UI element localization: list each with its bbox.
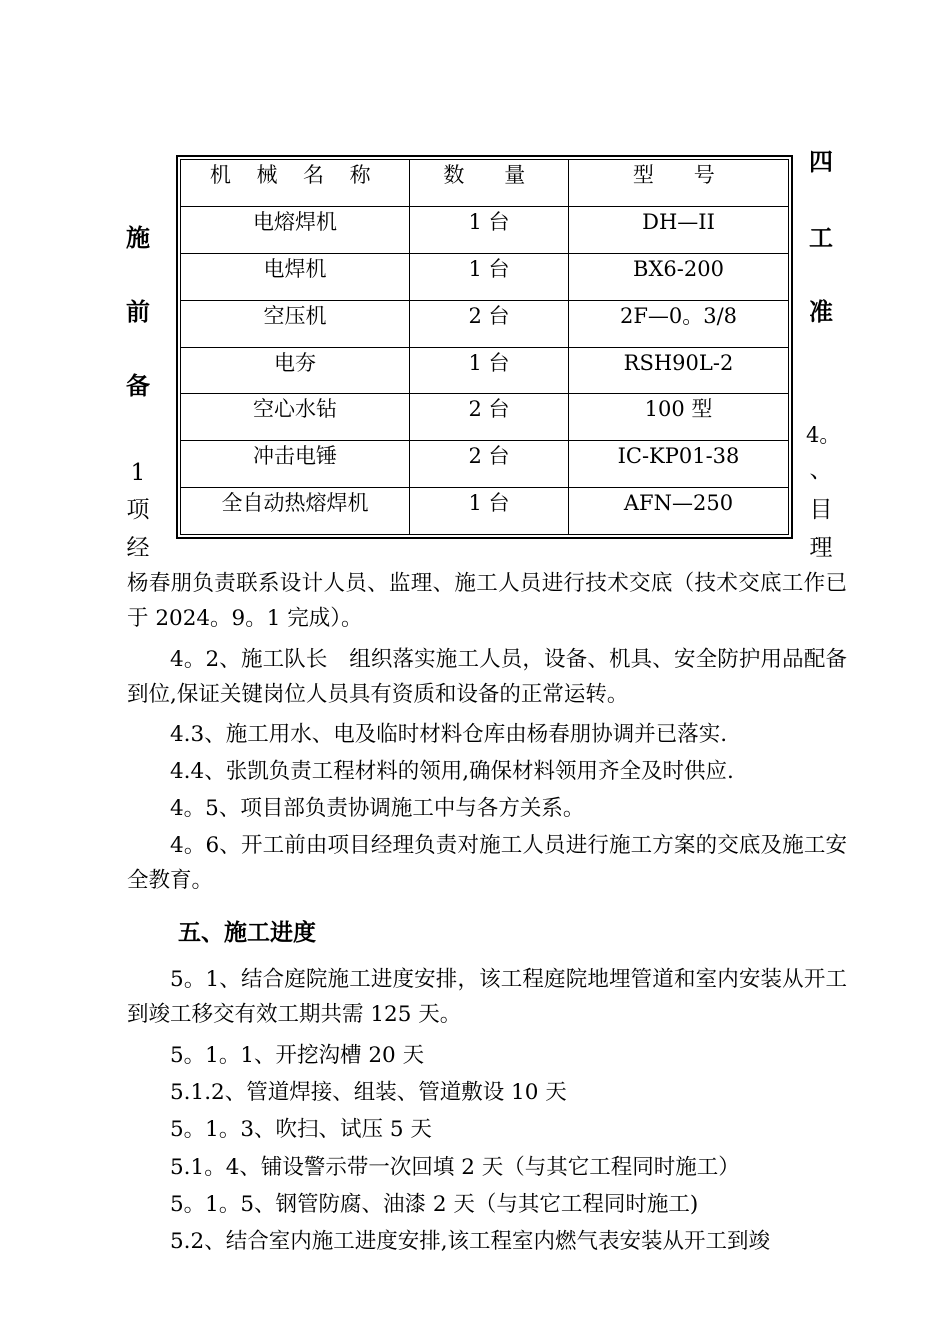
paragraph-5-1-3: 5。1。3、吹扫、试压 5 天 (170, 1117, 432, 1142)
table-row (181, 347, 789, 394)
side-left-char-2: 前 (126, 297, 150, 326)
side-right-char-7: 理 (809, 535, 833, 561)
cell-quantity: 1 台 (410, 253, 569, 300)
cell-machine-name: 空心水钻 (181, 394, 410, 441)
header-machine-name: 机 械 名 称 (181, 160, 410, 207)
paragraph-5-1-1: 5。1。1、开挖沟槽 20 天 (170, 1043, 425, 1068)
cell-model: 2F—0。3/8 (569, 300, 789, 347)
section-heading-schedule: 五、施工进度 (178, 920, 316, 946)
side-right-char-6: 目 (809, 497, 833, 523)
side-right-char-4: 4。 (806, 423, 841, 447)
cell-machine-name: 空压机 (181, 300, 410, 347)
paragraph-5-2: 5.2、结合室内施工进度安排,该工程室内燃气表安装从开工到竣 (170, 1229, 771, 1254)
cell-machine-name: 电熔焊机 (181, 206, 410, 253)
paragraph-5-1-4: 5.1。4、铺设警示带一次回填 2 天（与其它工程同时施工） (170, 1155, 740, 1180)
paragraph-5-1-5: 5。1。5、钢管防腐、油漆 2 天（与其它工程同时施工) (170, 1192, 699, 1217)
side-left-char-4: 1 (130, 460, 146, 486)
side-right-char-5: 、 (809, 457, 833, 483)
cell-model: 100 型 (569, 394, 789, 441)
table-row (181, 206, 789, 253)
paragraph-tech-briefing: 杨春朋负责联系设计人员、监理、施工人员进行技术交底（技术交底工作已于 2024。9。1 完成）。 (127, 571, 847, 631)
table-row (181, 394, 789, 441)
cell-quantity: 1 台 (410, 206, 569, 253)
paragraph-4-5: 4。5、项目部负责协调施工中与各方关系。 (170, 796, 585, 821)
cell-quantity: 2 台 (410, 300, 569, 347)
side-right-char-2: 工 (809, 223, 833, 252)
cell-model: RSH90L-2 (569, 347, 789, 394)
side-left-char-5: 项 (126, 497, 150, 523)
cell-model: IC-KP01-38 (569, 441, 789, 488)
paragraph-4-4: 4.4、张凯负责工程材料的领用,确保材料领用齐全及时供应. (170, 759, 734, 784)
cell-model: DH—II (569, 206, 789, 253)
table-row (181, 441, 789, 488)
cell-model: BX6-200 (569, 253, 789, 300)
cell-quantity: 1 台 (410, 347, 569, 394)
table-row (181, 488, 789, 535)
header-quantity: 数 量 (410, 160, 569, 207)
cell-quantity: 1 台 (410, 488, 569, 535)
cell-quantity: 2 台 (410, 394, 569, 441)
cell-machine-name: 冲击电锤 (181, 441, 410, 488)
paragraph-5-1: 5。1、结合庭院施工进度安排，该工程庭院地埋管道和室内安装从开工到竣工移交有效工期共需 125 天。 (127, 967, 847, 1027)
cell-model: AFN—250 (569, 488, 789, 535)
equipment-table-frame (176, 155, 793, 539)
paragraph-4-3: 4.3、施工用水、电及临时材料仓库由杨春朋协调并已落实. (170, 722, 728, 747)
side-left-char-6: 经 (126, 535, 150, 561)
paragraph-4-2: 4。2、施工队长 组织落实施工人员，设备、机具、安全防护用品配备到位,保证关键岗位人员具有资质和设备的正常运转。 (127, 647, 847, 707)
cell-quantity: 2 台 (410, 441, 569, 488)
cell-machine-name: 电焊机 (181, 253, 410, 300)
side-right-char-3: 准 (809, 297, 833, 326)
paragraph-4-6: 4。6、开工前由项目经理负责对施工人员进行施工方案的交底及施工安全教育。 (127, 833, 847, 893)
table-row (181, 253, 789, 300)
table-header-row (181, 160, 789, 207)
side-left-char-3: 备 (126, 371, 150, 400)
paragraph-5-1-2: 5.1.2、管道焊接、组装、管道敷设 10 天 (170, 1080, 567, 1105)
table-row (181, 300, 789, 347)
equipment-table (180, 159, 789, 535)
cell-machine-name: 电夯 (181, 347, 410, 394)
cell-machine-name: 全自动热熔焊机 (181, 488, 410, 535)
header-model: 型 号 (569, 160, 789, 207)
side-left-char-1: 施 (126, 223, 150, 252)
side-right-char-1: 四 (809, 147, 833, 176)
